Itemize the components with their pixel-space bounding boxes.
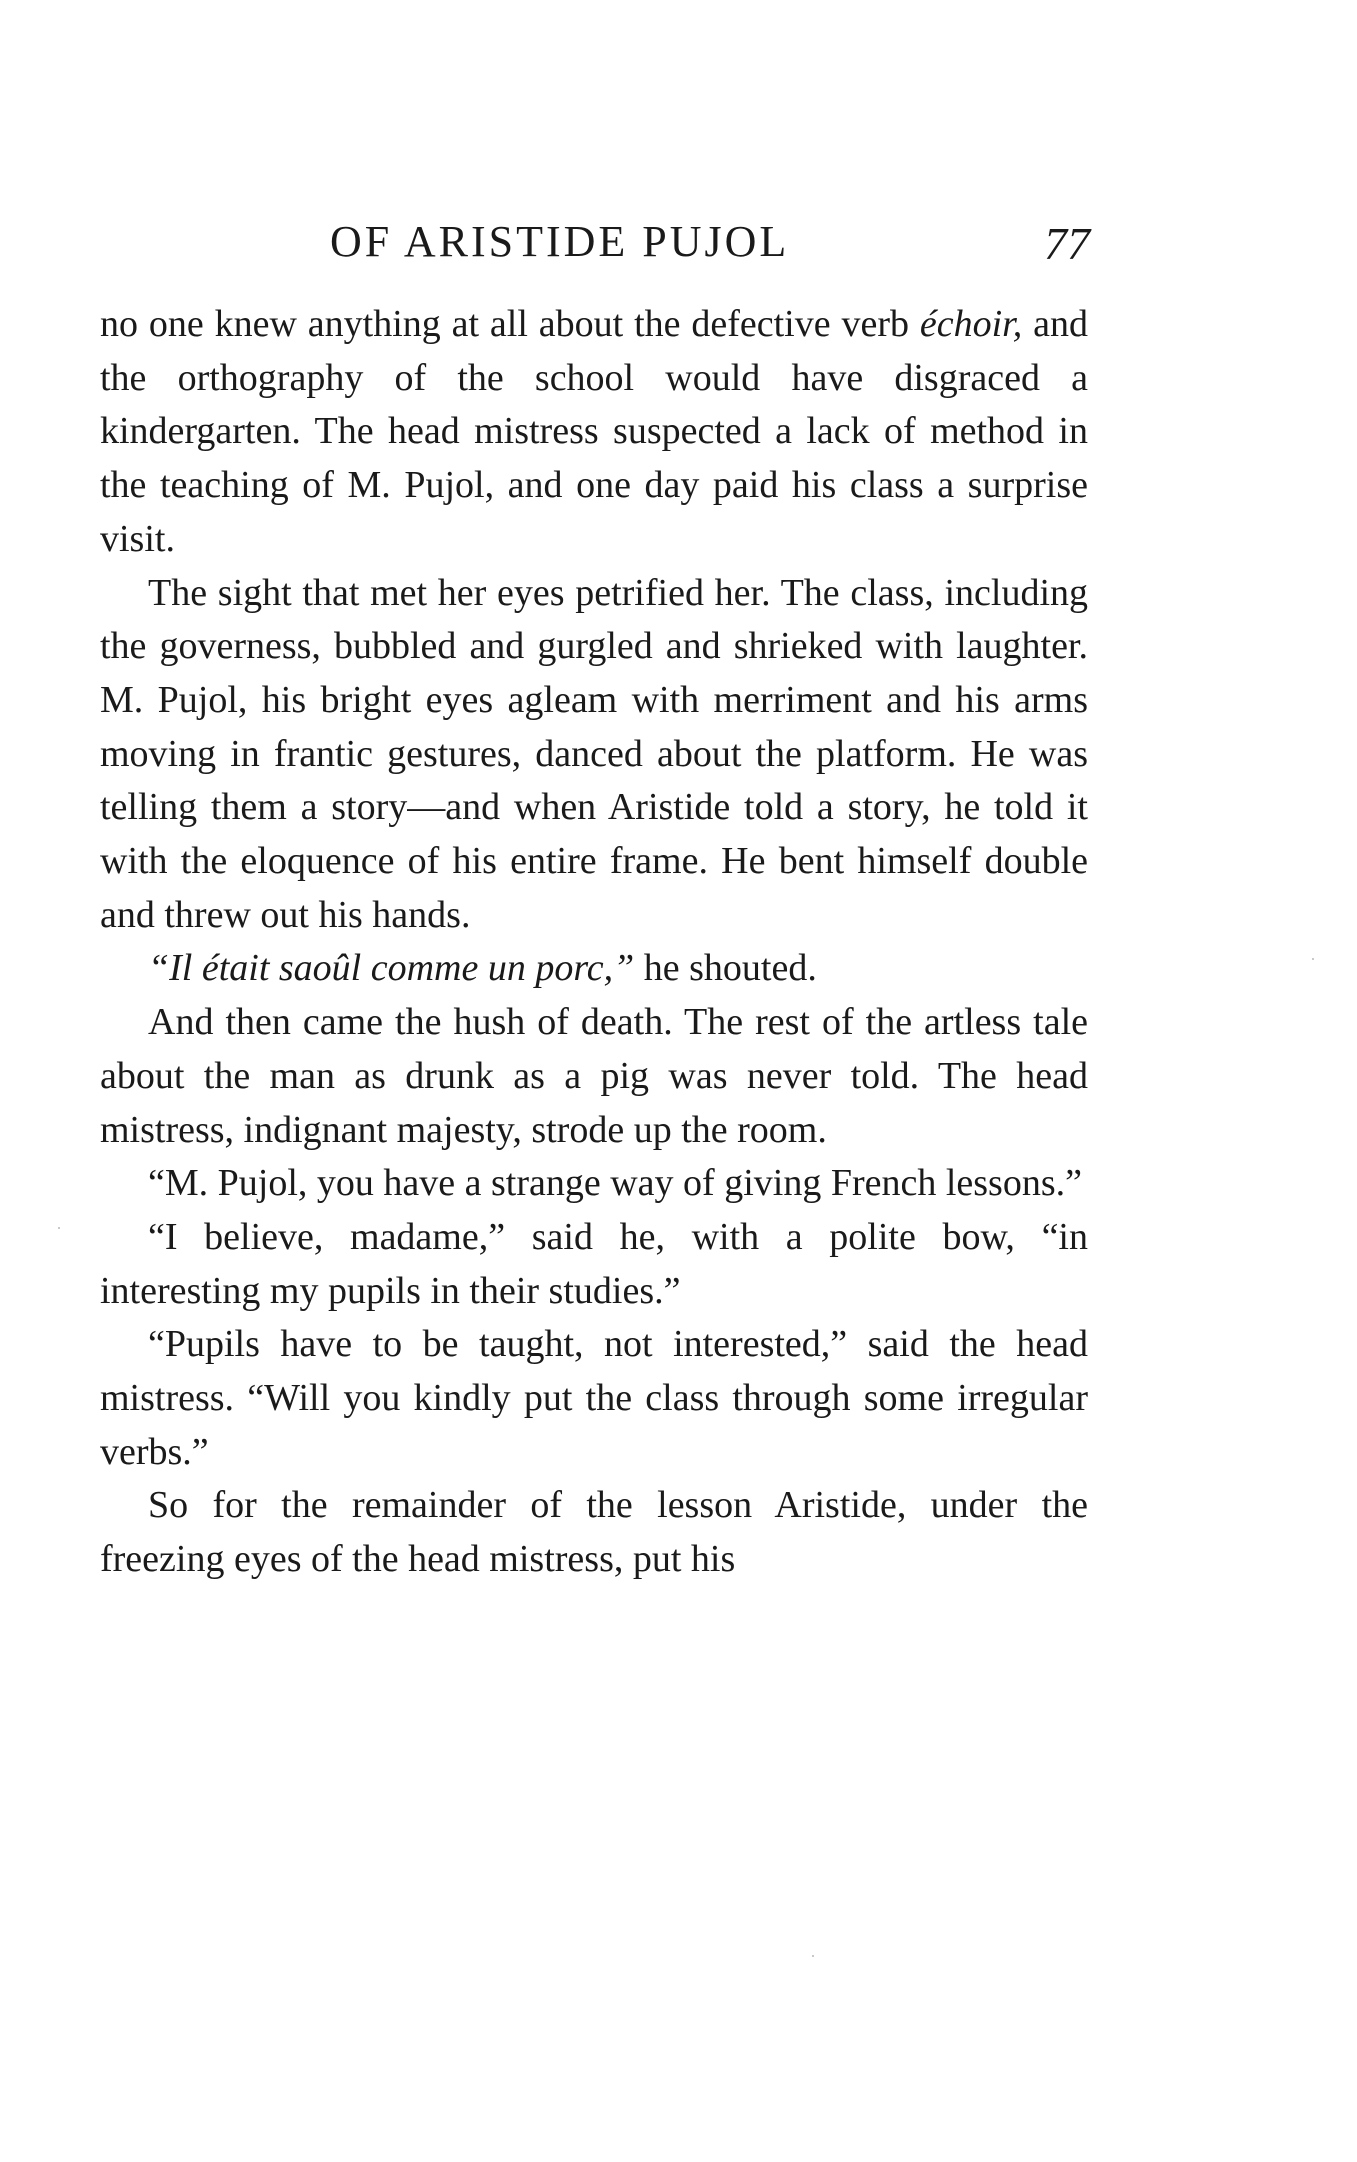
italic-text: “Il était saoûl comme un porc,” bbox=[148, 947, 635, 990]
text-run: he shouted. bbox=[634, 947, 817, 990]
text-run: no one knew anything at all about the defective verb bbox=[100, 303, 920, 345]
text-run: and the orthography of the school would have disgraced a kindergarten. The head mistress suspected a lack of method in the teaching of M. Pujol, and one day paid his class a surprise visit. bbox=[100, 303, 1088, 560]
running-head bbox=[100, 212, 1090, 272]
paper-speck bbox=[812, 1955, 814, 1957]
paragraph bbox=[100, 1157, 1088, 1211]
paragraph bbox=[100, 1211, 1088, 1318]
text-run: And then came the hush of death. The rest of the artless tale about the man as drunk as a pig was never told. The head mistress, indignant majesty, strode up the room. bbox=[100, 1001, 1088, 1151]
body-text bbox=[100, 298, 1088, 1587]
paragraph bbox=[100, 1318, 1088, 1479]
page-number: 77 bbox=[1044, 218, 1090, 269]
paragraph bbox=[100, 942, 1088, 996]
text-run: “I believe, madame,” said he, with a polite bow, “in interesting my pupils in their studies.” bbox=[100, 1215, 1088, 1312]
text-run: “Pupils have to be taught, not interested,” said the head mistress. “Will you kindly put the class through some irregular verbs.” bbox=[100, 1323, 1088, 1473]
text-run: So for the remainder of the lesson Aristide, under the freezing eyes of the head mistress, put his bbox=[100, 1484, 1088, 1581]
text-run: “M. Pujol, you have a strange way of giving French lessons.” bbox=[148, 1162, 1082, 1205]
paper-speck bbox=[1312, 958, 1314, 960]
paragraph bbox=[100, 996, 1088, 1157]
running-title: OF ARISTIDE PUJOL bbox=[330, 217, 790, 266]
italic-text: échoir, bbox=[919, 303, 1023, 345]
text-run: The sight that met her eyes petrified her. The class, including the governess, bubbled and gurgled and shrieked with laughter. M. Pujol, his bright eyes agleam with merriment and his arms moving in frantic gestures, danced about the platform. He was telling them a story—and when Aristide told a story, he told it with the eloquence of his entire frame. He bent himself double and threw out his hands. bbox=[100, 571, 1088, 936]
paragraph bbox=[100, 1479, 1088, 1586]
paragraph bbox=[100, 298, 1088, 567]
paragraph bbox=[100, 567, 1088, 943]
paper-speck bbox=[58, 1227, 60, 1229]
